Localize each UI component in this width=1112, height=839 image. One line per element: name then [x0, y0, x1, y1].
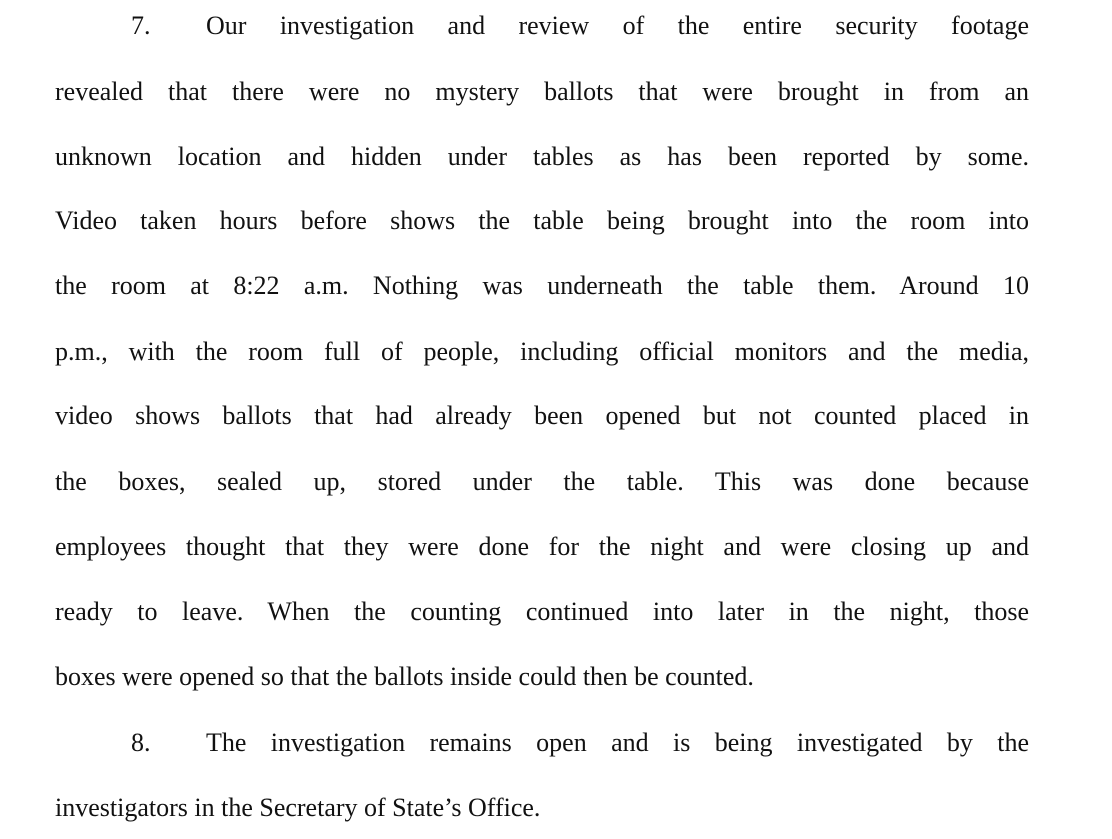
paragraph-7-line-7: video shows ballots that had already been opened but not counted placed in [55, 401, 1029, 430]
paragraph-7-line-1: Our investigation and review of the entire security footage [206, 11, 1029, 40]
paragraph-7-line-5: the room at 8:22 a.m. Nothing was underneath the table them. Around 10 [55, 271, 1029, 300]
paragraph-7-line-2: revealed that there were no mystery ballots that were brought in from an [55, 77, 1029, 106]
paragraph-8-number: 8. [131, 728, 151, 757]
paragraph-7-line-8: the boxes, sealed up, stored under the table. This was done because [55, 467, 1029, 496]
paragraph-7-number: 7. [131, 11, 151, 40]
paragraph-7-line-9: employees thought that they were done for the night and were closing up and [55, 532, 1029, 561]
paragraph-8-line-1: The investigation remains open and is being investigated by the [206, 728, 1029, 757]
paragraph-7-line-6: p.m., with the room full of people, including official monitors and the media, [55, 337, 1029, 366]
paragraph-8-line-2: investigators in the Secretary of State’s Office. [55, 793, 541, 822]
paragraph-7-line-10: ready to leave. When the counting continued into later in the night, those [55, 597, 1029, 626]
paragraph-7-line-3: unknown location and hidden under tables as has been reported by some. [55, 142, 1029, 171]
paragraph-7-line-4: Video taken hours before shows the table being brought into the room into [55, 206, 1029, 235]
paragraph-7-line-11: boxes were opened so that the ballots inside could then be counted. [55, 662, 754, 691]
